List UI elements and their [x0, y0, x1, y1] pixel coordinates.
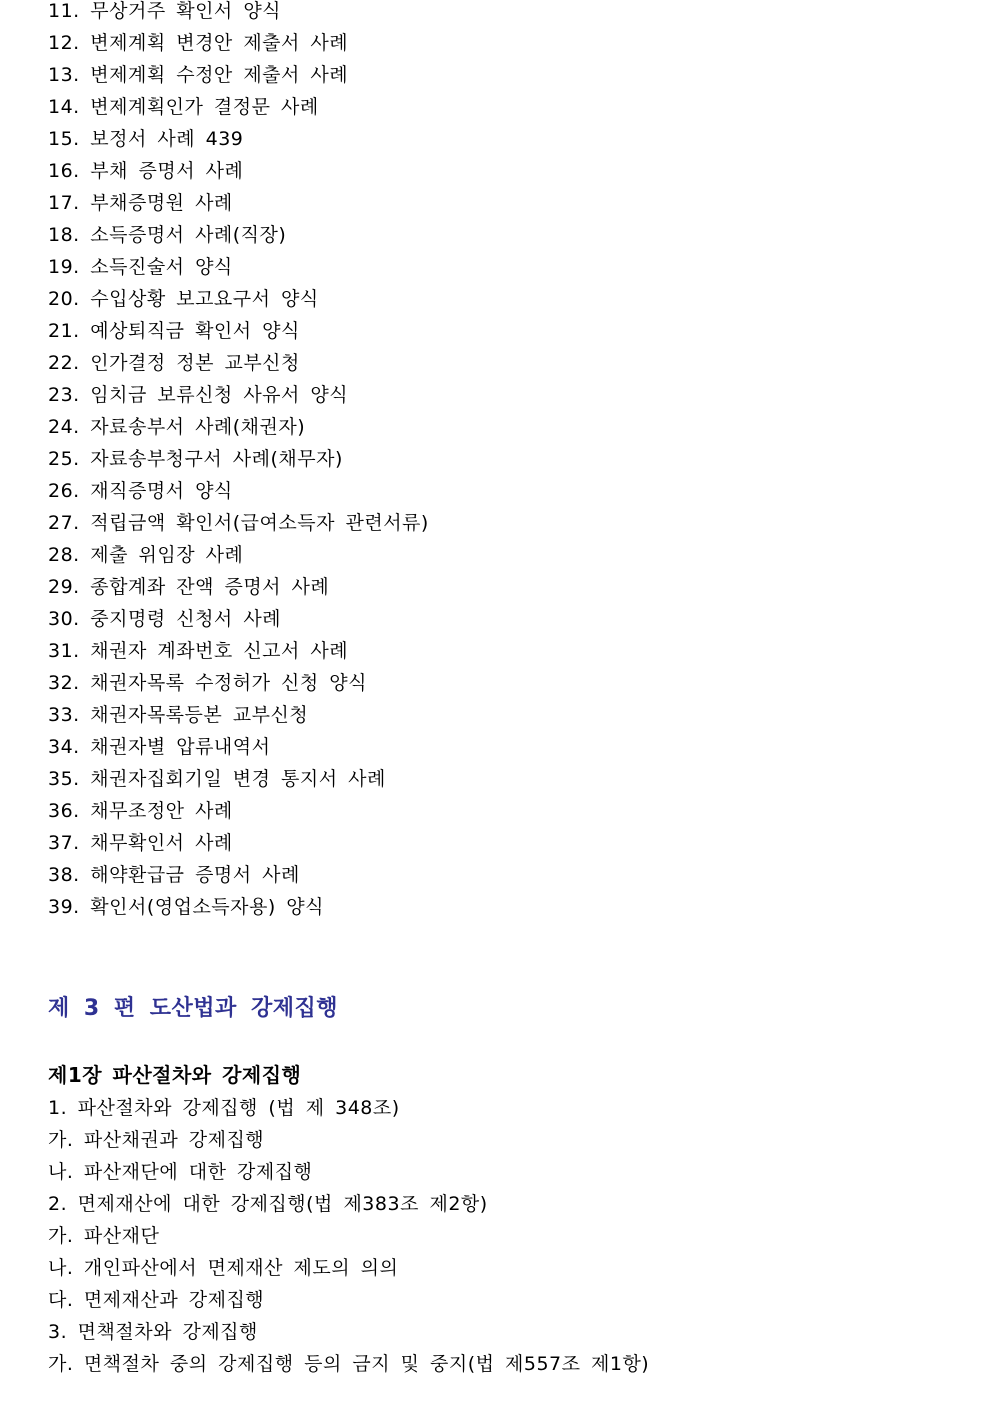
outline-item: 가. 파산재단 — [48, 1225, 160, 1247]
list-item: 33. 채권자목록등본 교부신청 — [48, 704, 309, 726]
list-item: 16. 부채 증명서 사례 — [48, 160, 244, 182]
list-item: 20. 수입상황 보고요구서 양식 — [48, 288, 319, 310]
outline-item: 1. 파산절차와 강제집행 (법 제 348조) — [48, 1097, 400, 1119]
list-item: 32. 채권자목록 수정허가 신청 양식 — [48, 672, 367, 694]
list-item: 26. 재직증명서 양식 — [48, 480, 233, 502]
outline-item: 가. 면책절차 중의 강제집행 등의 금지 및 중지(법 제557조 제1항) — [48, 1353, 650, 1375]
list-item: 27. 적립금액 확인서(급여소득자 관련서류) — [48, 512, 429, 534]
list-item: 13. 변제계획 수정안 제출서 사례 — [48, 64, 349, 86]
outline-item: 다. 면제재산과 강제집행 — [48, 1289, 265, 1311]
outline-item: 가. 파산채권과 강제집행 — [48, 1129, 265, 1151]
list-item: 22. 인가결정 정본 교부신청 — [48, 352, 300, 374]
list-item: 21. 예상퇴직금 확인서 양식 — [48, 320, 300, 342]
list-item: 14. 변제계획인가 결정문 사례 — [48, 96, 319, 118]
outline-item: 나. 개인파산에서 면제재산 제도의 의의 — [48, 1257, 399, 1279]
list-item: 36. 채무조정안 사례 — [48, 800, 233, 822]
document-page — [48, 0, 948, 1380]
list-item: 15. 보정서 사례 439 — [48, 128, 244, 150]
list-item: 31. 채권자 계좌번호 신고서 사례 — [48, 640, 349, 662]
chapter-outline — [48, 1092, 948, 1380]
list-item: 30. 중지명령 신청서 사례 — [48, 608, 282, 630]
outline-item: 2. 면제재산에 대한 강제집행(법 제383조 제2항) — [48, 1193, 488, 1215]
list-item: 23. 임치금 보류신청 사유서 양식 — [48, 384, 349, 406]
list-item: 18. 소득증명서 사례(직장) — [48, 224, 287, 246]
list-item: 38. 해약환급금 증명서 사례 — [48, 864, 300, 886]
list-item: 12. 변제계획 변경안 제출서 사례 — [48, 32, 349, 54]
part-title: 제 3 편 도산법과 강제집행 — [48, 996, 338, 1021]
list-item: 11. 무상거주 확인서 양식 — [48, 0, 282, 22]
list-item: 17. 부채증명원 사례 — [48, 192, 233, 214]
list-item: 35. 채권자집회기일 변경 통지서 사례 — [48, 768, 386, 790]
outline-item: 나. 파산재단에 대한 강제집행 — [48, 1161, 313, 1183]
list-item: 29. 종합계좌 잔액 증명서 사례 — [48, 576, 330, 598]
list-item: 34. 채권자별 압류내역서 — [48, 736, 271, 758]
list-item: 19. 소득진술서 양식 — [48, 256, 233, 278]
outline-item: 3. 면책절차와 강제집행 — [48, 1321, 258, 1343]
chapter-title: 제1장 파산절차와 강제집행 — [48, 1063, 302, 1087]
list-item: 28. 제출 위임장 사례 — [48, 544, 244, 566]
list-item: 25. 자료송부청구서 사례(채무자) — [48, 448, 343, 470]
list-item: 39. 확인서(영업소득자용) 양식 — [48, 896, 325, 918]
list-item: 24. 자료송부서 사례(채권자) — [48, 416, 306, 438]
list-item: 37. 채무확인서 사례 — [48, 832, 233, 854]
form-list — [48, 0, 948, 923]
